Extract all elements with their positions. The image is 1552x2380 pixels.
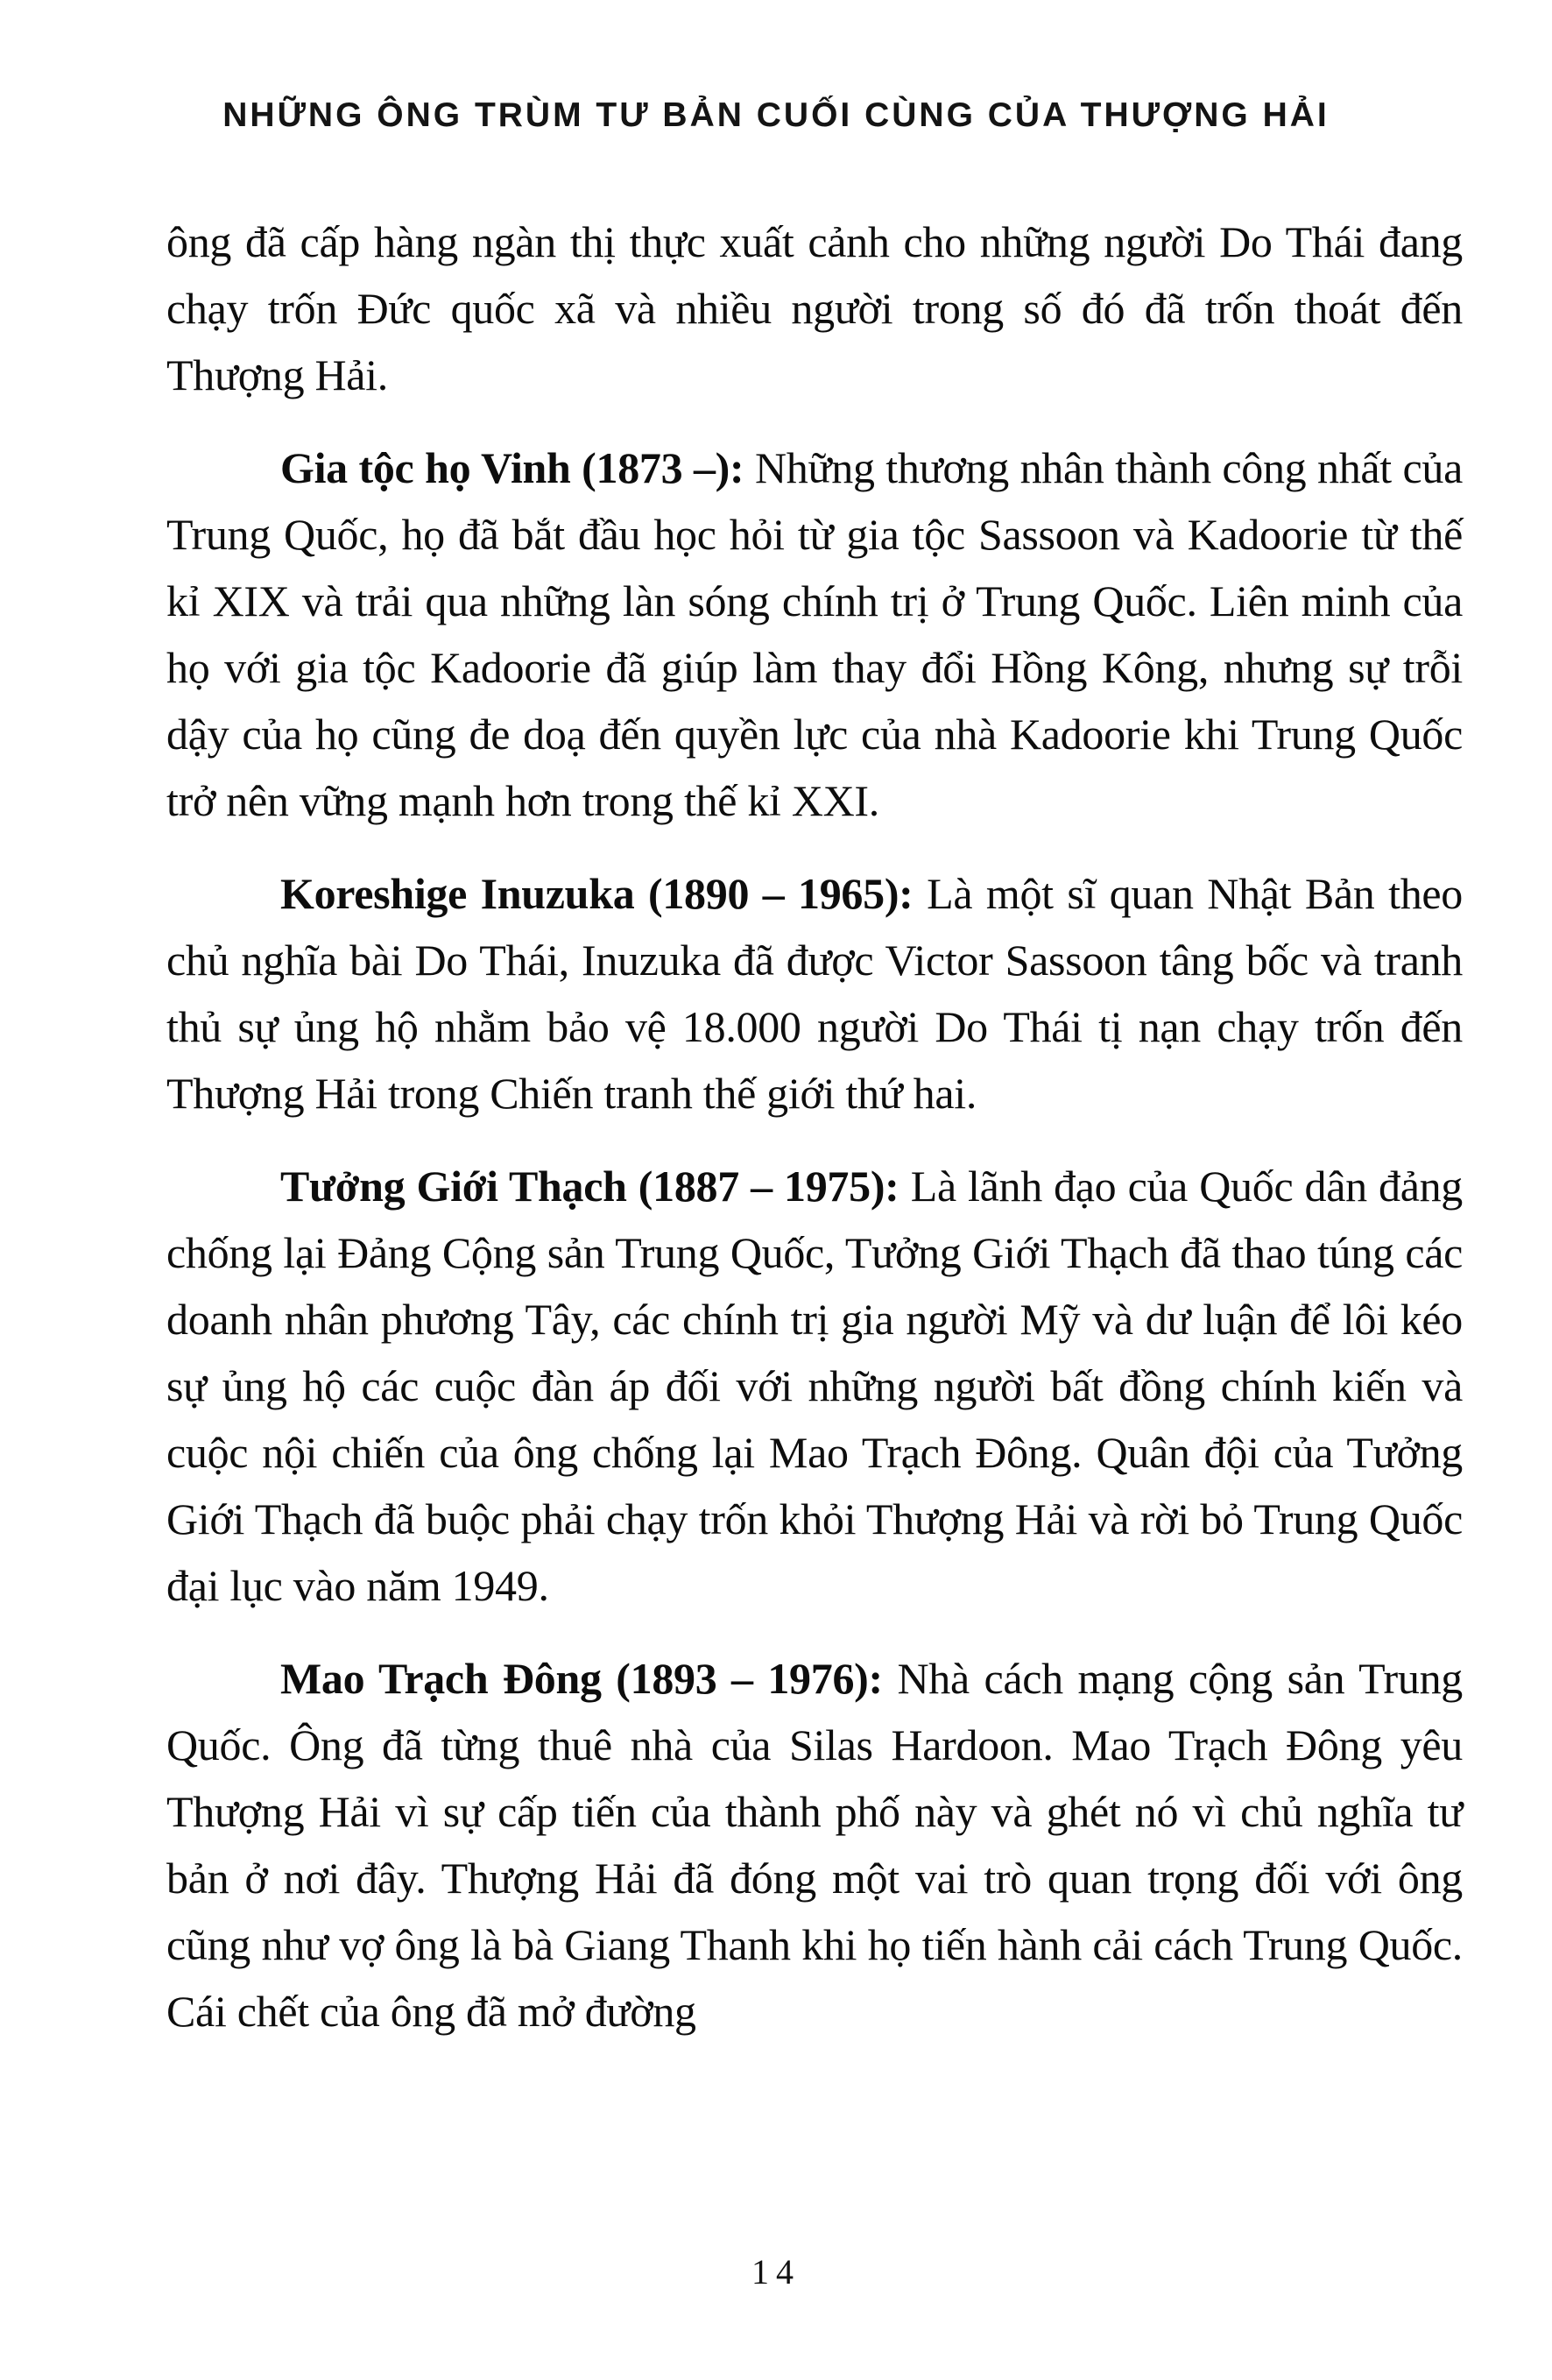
page-number: 14 xyxy=(751,2252,801,2292)
paragraph xyxy=(166,208,1463,408)
paragraph-lead: Mao Trạch Đông (1893 – 1976): xyxy=(280,1654,883,1703)
paragraph-lead: Koreshige Inuzuka (1890 – 1965): xyxy=(280,869,914,918)
paragraph-text: Nhà cách mạng cộng sản Trung Quốc. Ông đã từng thuê nhà của Silas Hardoon. Mao Trạch Đông yêu Thượng Hải vì sự cấp tiến của thành phố này và ghét nó vì chủ nghĩa tư bản ở nơi đây. Thượng Hải đã đóng một vai trò quan trọng đối với ông cũng như vợ ông là bà Giang Thanh khi họ tiến hành cải cách Trung Quốc. Cái chết của ông đã mở đường xyxy=(166,1654,1463,2036)
paragraph-text: Những thương nhân thành công nhất của Trung Quốc, họ đã bắt đầu học hỏi từ gia tộc Sassoon và Kadoorie từ thế kỉ XIX và trải qua những làn sóng chính trị ở Trung Quốc. Liên minh của họ với gia tộc Kadoorie đã giúp làm thay đổi Hồng Kông, nhưng sự trỗi dậy của họ cũng đe doạ đến quyền lực của nhà Kadoorie khi Trung Quốc trở nên vững mạnh hơn trong thế kỉ XXI. xyxy=(166,443,1463,825)
running-header: NHỮNG ÔNG TRÙM TƯ BẢN CUỐI CÙNG CỦA THƯỢNG HẢI xyxy=(222,96,1330,134)
paragraph xyxy=(166,1153,1463,1619)
paragraph-text: Là một sĩ quan Nhật Bản theo chủ nghĩa bài Do Thái, Inuzuka đã được Victor Sassoon tâng bốc và tranh thủ sự ủng hộ nhằm bảo vệ 18.000 người Do Thái tị nạn chạy trốn đến Thượng Hải trong Chiến tranh thế giới thứ hai. xyxy=(166,869,1463,1118)
paragraph-lead: Tưởng Giới Thạch (1887 – 1975): xyxy=(280,1162,899,1211)
paragraph-text: Là lãnh đạo của Quốc dân đảng chống lại Đảng Cộng sản Trung Quốc, Tưởng Giới Thạch đã thao túng các doanh nhân phương Tây, các chính trị gia người Mỹ và dư luận để lôi kéo sự ủng hộ các cuộc đàn áp đối với những người bất đồng chính kiến và cuộc nội chiến của ông chống lại Mao Trạch Đông. Quân đội của Tưởng Giới Thạch đã buộc phải chạy trốn khỏi Thượng Hải và rời bỏ Trung Quốc đại lục vào năm 1949. xyxy=(166,1162,1463,1610)
page-body xyxy=(166,208,1463,2045)
paragraph-text: ông đã cấp hàng ngàn thị thực xuất cảnh cho những người Do Thái đang chạy trốn Đức quốc xã và nhiều người trong số đó đã trốn thoát đến Thượng Hải. xyxy=(166,217,1463,399)
paragraph-lead: Gia tộc họ Vinh (1873 –): xyxy=(280,443,744,492)
paragraph xyxy=(166,434,1463,834)
paragraph xyxy=(166,1645,1463,2045)
paragraph xyxy=(166,860,1463,1126)
